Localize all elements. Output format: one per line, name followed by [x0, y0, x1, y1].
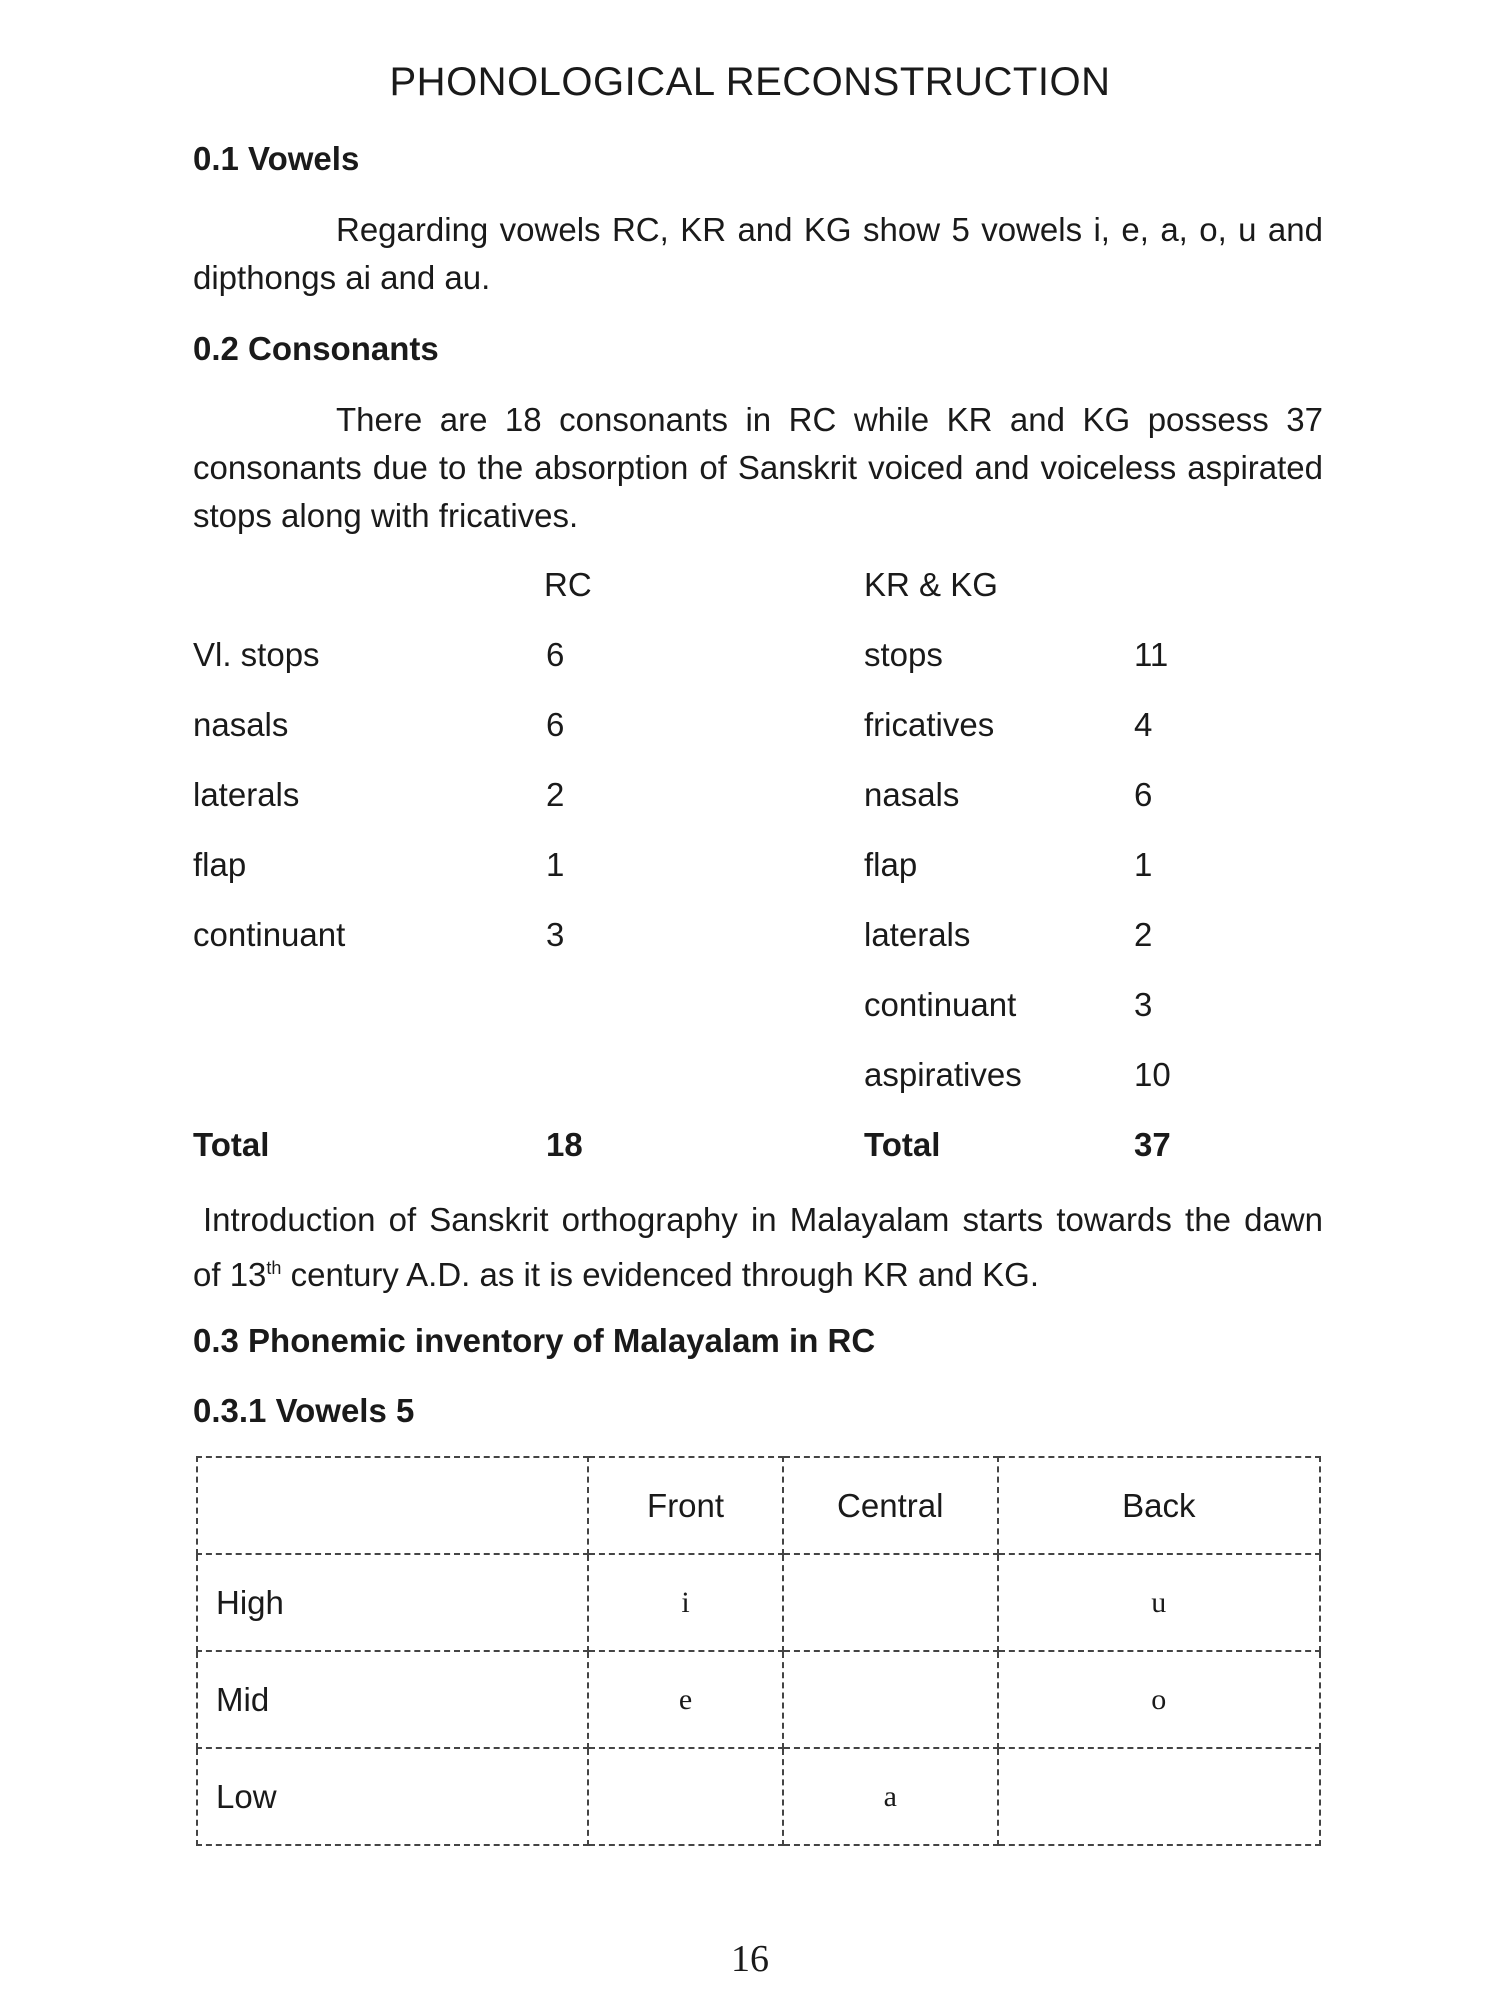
rc-row-value: 2 — [546, 776, 565, 813]
row-header: Mid — [197, 1651, 588, 1748]
table-cell — [783, 1554, 998, 1651]
rc-row-label: continuant — [193, 916, 346, 953]
krkg-row-value: 6 — [1134, 776, 1153, 813]
column-header: Back — [998, 1457, 1320, 1554]
vowels-paragraph: Regarding vowels RC, KR and KG show 5 vowels i, e, a, o, u and dipthongs ai and au. — [193, 211, 1323, 296]
krkg-row-value: 1 — [1134, 846, 1153, 883]
krkg-row-value: 11 — [1134, 636, 1169, 673]
orthography-text-before: Introduction of Sanskrit orthography in Malayalam starts towards the dawn of 13 — [193, 1201, 1323, 1293]
inventory-heading: 0.3 Phonemic inventory of Malayalam in RC — [193, 1322, 876, 1359]
krkg-row-label: nasals — [864, 776, 960, 813]
krkg-row-label: continuant — [864, 986, 1017, 1023]
consonants-paragraph: There are 18 consonants in RC while KR and KG possess 37 consonants due to the absorption of Sanskrit voiced and voiceless aspirated stops along with fricatives. — [193, 401, 1323, 534]
table-row — [197, 1748, 1320, 1845]
rc-row-value: 1 — [546, 846, 565, 883]
rc-row-label: Vl. stops — [193, 636, 320, 673]
krkg-row-label: flap — [864, 846, 918, 883]
column-header: Central — [783, 1457, 998, 1554]
krkg-row-value: 4 — [1134, 706, 1153, 743]
vowel-table — [196, 1456, 1321, 1846]
table-header-row — [197, 1457, 1320, 1554]
rc-row-value: 6 — [546, 636, 565, 673]
table-cell: e — [588, 1651, 783, 1748]
krkg-row-value: 10 — [1134, 1056, 1171, 1093]
krkg-row-label: stops — [864, 636, 943, 673]
section-heading-vowels: 0.1 Vowels — [193, 140, 360, 177]
table-cell: a — [783, 1748, 998, 1845]
table-cell — [783, 1651, 998, 1748]
table-cell — [998, 1748, 1320, 1845]
krkg-row-value: 2 — [1134, 916, 1153, 953]
rc-row-value: 3 — [546, 916, 565, 953]
rc-header: RC — [544, 566, 592, 603]
row-header: High — [197, 1554, 588, 1651]
table-cell: o — [998, 1651, 1320, 1748]
rc-row-label: flap — [193, 846, 247, 883]
orthography-superscript: th — [266, 1258, 282, 1278]
rc-total-label: Total — [193, 1126, 270, 1163]
table-cell: u — [998, 1554, 1320, 1651]
krkg-header: KR & KG — [864, 566, 998, 603]
vowels5-heading: 0.3.1 Vowels 5 — [193, 1392, 415, 1429]
table-cell — [588, 1748, 783, 1845]
krkg-total-label: Total — [864, 1126, 941, 1163]
column-header — [197, 1457, 588, 1554]
table-row — [197, 1554, 1320, 1651]
page-title: PHONOLOGICAL RECONSTRUCTION — [389, 60, 1111, 104]
column-header: Front — [588, 1457, 783, 1554]
page-number: 16 — [731, 1938, 769, 1980]
rc-row-label: nasals — [193, 706, 289, 743]
rc-row-value: 6 — [546, 706, 565, 743]
krkg-row-label: laterals — [864, 916, 971, 953]
orthography-paragraph — [193, 1196, 1323, 1299]
table-row — [197, 1651, 1320, 1748]
krkg-row-label: fricatives — [864, 706, 995, 743]
orthography-text-after: century A.D. as it is evidenced through KR and KG. — [281, 1256, 1039, 1293]
rc-row-label: laterals — [193, 776, 300, 813]
rc-total-value: 18 — [546, 1126, 583, 1163]
krkg-total-value: 37 — [1134, 1126, 1171, 1163]
krkg-row-value: 3 — [1134, 986, 1153, 1023]
krkg-row-label: aspiratives — [864, 1056, 1022, 1093]
row-header: Low — [197, 1748, 588, 1845]
section-heading-consonants: 0.2 Consonants — [193, 330, 439, 367]
table-cell: i — [588, 1554, 783, 1651]
